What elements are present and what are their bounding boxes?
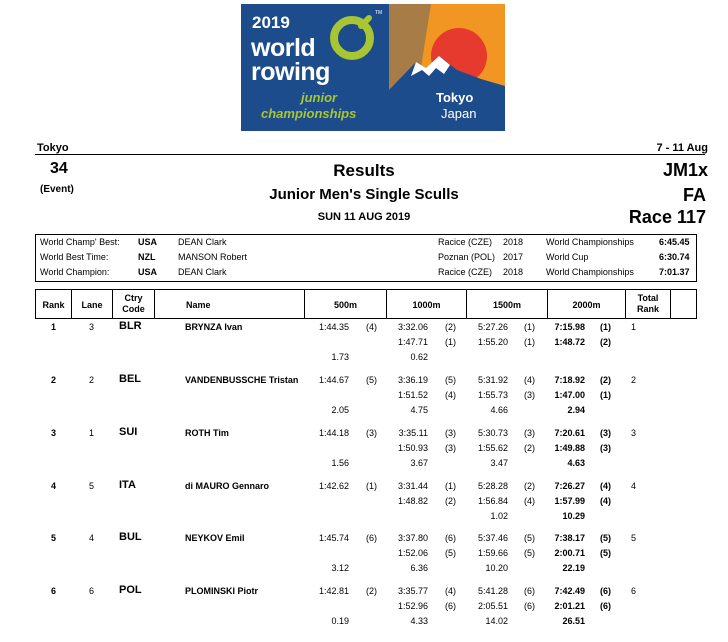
race-date: SUN 11 AUG 2019: [317, 211, 411, 223]
record-label: World Champ' Best:: [40, 237, 120, 247]
split-500-gap: 3.12: [331, 563, 349, 573]
split-2000-interval-rank: (2): [600, 337, 611, 347]
split-1500-rank: (2): [524, 481, 535, 491]
split-1000-interval-rank: (2): [445, 496, 456, 506]
split-500-rank: (3): [366, 428, 377, 438]
split-2000-time: 7:20.61: [554, 428, 585, 438]
athlete-name: di MAURO Gennaro: [185, 481, 270, 491]
split-2000-interval: 2:01.21: [554, 601, 585, 611]
split-1000-interval-rank: (4): [445, 390, 456, 400]
split-2000-interval-rank: (3): [600, 443, 611, 453]
rank: 6: [51, 586, 57, 596]
split-1500-rank: (5): [524, 533, 535, 543]
split-1500-time: 5:31.92: [477, 375, 508, 385]
split-1000-rank: (1): [445, 481, 456, 491]
split-1500-time: 5:37.46: [477, 533, 508, 543]
split-1500-interval: 1:55.73: [477, 390, 508, 400]
split-2000-time: 7:15.98: [554, 322, 585, 332]
event-number: 34: [50, 160, 68, 177]
split-1000-interval: 1:48.82: [397, 496, 428, 506]
country-code: POL: [119, 584, 142, 596]
split-500-time: 1:45.74: [318, 533, 349, 543]
split-1500-interval-rank: (3): [524, 390, 535, 400]
record-name: MANSON Robert: [178, 252, 248, 262]
split-1000-time: 3:36.19: [397, 375, 428, 385]
split-1000-interval: 1:51.52: [397, 390, 428, 400]
col-500m: 500m: [333, 300, 358, 310]
page-title: Results: [333, 161, 395, 180]
split-1000-interval-rank: (1): [445, 337, 456, 347]
split-1500-rank: (6): [524, 586, 535, 596]
record-time: 7:01.37: [659, 267, 690, 277]
split-1500-gap: 1.02: [490, 511, 508, 521]
results-table-header: [35, 289, 697, 319]
split-2000-time: 7:42.49: [554, 586, 585, 596]
split-500-gap: 1.56: [331, 458, 349, 468]
split-2000-rank: (3): [600, 428, 611, 438]
event-dates: 7 - 11 Aug: [656, 142, 708, 154]
result-row: [35, 479, 697, 531]
split-2000-interval: 1:48.72: [554, 337, 585, 347]
split-2000-rank: (5): [600, 533, 611, 543]
split-1000-interval-rank: (3): [445, 443, 456, 453]
logo-championships: championships: [261, 106, 357, 121]
record-ctry: USA: [138, 237, 158, 247]
final-code: FA: [682, 185, 706, 205]
lane: 6: [89, 586, 95, 596]
split-2000-interval: 1:57.99: [554, 496, 585, 506]
col-1500m: 1500m: [492, 300, 522, 310]
athlete-name: NEYKOV Emil: [185, 533, 245, 543]
split-1500-interval-rank: (5): [524, 548, 535, 558]
athlete-name: PLOMINSKI Piotr: [185, 586, 259, 596]
logo-word-world: world: [251, 34, 316, 62]
record-ctry: NZL: [138, 252, 156, 262]
split-1000-time: 3:35.77: [397, 586, 428, 596]
split-2000-interval: 1:47.00: [554, 390, 585, 400]
split-500-gap: 2.05: [331, 405, 349, 415]
split-1000-rank: (3): [445, 428, 456, 438]
split-2000-interval-rank: (5): [600, 548, 611, 558]
record-place: Racice (CZE): [438, 237, 493, 247]
lane: 1: [89, 428, 95, 438]
rank: 3: [51, 428, 57, 438]
event-subtitle: Junior Men's Single Sculls: [269, 186, 459, 203]
record-year: 2017: [503, 252, 524, 262]
split-1500-time: 5:27.26: [477, 322, 508, 332]
split-2000-rank: (1): [600, 322, 611, 332]
logo-year: 2019: [252, 13, 290, 32]
col-2000m: 2000m: [572, 300, 601, 310]
result-row: [35, 531, 697, 583]
event-logo: [241, 4, 505, 131]
record-name: DEAN Clark: [178, 237, 227, 247]
split-1000-interval: 1:52.06: [397, 548, 428, 558]
split-500-gap: 1.73: [331, 352, 349, 362]
split-1000-gap: 3.67: [410, 458, 428, 468]
split-2000-gap: 2.94: [567, 405, 585, 415]
split-500-time: 1:44.35: [318, 322, 349, 332]
split-500-rank: (5): [366, 375, 377, 385]
split-1000-rank: (4): [445, 586, 456, 596]
split-1000-rank: (5): [445, 375, 456, 385]
split-2000-gap: 26.51: [562, 616, 585, 626]
location: Tokyo: [37, 142, 69, 154]
rank: 4: [51, 481, 57, 491]
split-1500-time: 5:30.73: [477, 428, 508, 438]
result-row: [35, 426, 697, 478]
split-2000-time: 7:18.92: [554, 375, 585, 385]
country-code: BUL: [119, 531, 142, 543]
split-1000-time: 3:35.11: [398, 428, 428, 438]
split-1500-gap: 10.20: [485, 563, 508, 573]
split-1500-interval-rank: (6): [524, 601, 535, 611]
result-row: [35, 373, 697, 425]
records-box: [35, 234, 697, 282]
split-1500-gap: 3.47: [490, 458, 508, 468]
record-competition: World Cup: [546, 252, 589, 262]
split-1500-interval-rank: (4): [524, 496, 535, 506]
split-2000-rank: (6): [600, 586, 611, 596]
split-1000-rank: (6): [445, 533, 456, 543]
record-time: 6:45.45: [659, 237, 690, 247]
split-500-time: 1:42.62: [318, 481, 349, 491]
total-rank: 2: [631, 375, 637, 385]
rank: 5: [51, 533, 57, 543]
split-500-rank: (1): [366, 481, 377, 491]
split-1500-interval: 2:05.51: [477, 601, 508, 611]
col-ctry: Ctry: [124, 293, 143, 303]
col-rank: Rank: [42, 300, 65, 310]
split-500-time: 1:42.81: [318, 586, 349, 596]
result-row: [35, 320, 697, 372]
record-place: Racice (CZE): [438, 267, 493, 277]
split-1000-rank: (2): [445, 322, 456, 332]
rank: 1: [51, 322, 57, 332]
split-1500-interval: 1:55.62: [477, 443, 508, 453]
record-row: [36, 235, 696, 250]
split-2000-interval-rank: (6): [600, 601, 611, 611]
split-1000-gap: 0.62: [410, 352, 428, 362]
col-total-rank: Rank: [636, 304, 659, 314]
split-2000-time: 7:26.27: [554, 481, 585, 491]
lane: 3: [89, 322, 95, 332]
col-name: Name: [186, 300, 211, 310]
lane: 5: [89, 481, 95, 491]
split-2000-gap: 22.19: [562, 563, 585, 573]
split-2000-rank: (2): [600, 375, 611, 385]
country-code: BLR: [119, 320, 142, 332]
split-1000-interval-rank: (6): [445, 601, 456, 611]
logo-trademark: TM: [375, 10, 383, 16]
split-500-rank: (2): [366, 586, 377, 596]
total-rank: 4: [631, 481, 637, 491]
logo-city: Tokyo: [436, 90, 474, 105]
split-1000-time: 3:37.80: [397, 533, 428, 543]
split-2000-gap: 4.63: [567, 458, 585, 468]
total-rank: 5: [631, 533, 637, 543]
split-1500-interval: 1:56.84: [477, 496, 508, 506]
split-500-gap: 0.19: [331, 616, 349, 626]
split-500-rank: (6): [366, 533, 377, 543]
athlete-name: VANDENBUSSCHE Tristan: [185, 375, 299, 385]
country-code: BEL: [119, 373, 141, 385]
split-1000-interval: 1:47.71: [397, 337, 428, 347]
lane: 4: [89, 533, 95, 543]
split-1000-gap: 4.33: [410, 616, 428, 626]
event-label: (Event): [40, 184, 74, 195]
record-competition: World Championships: [546, 237, 634, 247]
split-2000-interval-rank: (4): [600, 496, 611, 506]
col-code: Code: [122, 304, 145, 314]
result-row: [35, 584, 697, 636]
logo-junior: junior: [301, 90, 338, 105]
split-500-time: 1:44.18: [318, 428, 349, 438]
split-2000-interval: 2:00.71: [554, 548, 585, 558]
country-code: ITA: [119, 479, 136, 491]
split-1500-gap: 4.66: [490, 405, 508, 415]
col-lane: Lane: [81, 300, 103, 310]
split-1000-interval: 1:52.96: [397, 601, 428, 611]
split-2000-rank: (4): [600, 481, 611, 491]
split-1000-interval: 1:50.93: [397, 443, 428, 453]
split-1500-interval: 1:59.66: [477, 548, 508, 558]
record-year: 2018: [503, 237, 524, 247]
split-1000-interval-rank: (5): [445, 548, 456, 558]
country-code: SUI: [119, 426, 138, 438]
record-row: [36, 265, 696, 280]
record-year: 2018: [503, 267, 524, 277]
split-1500-interval: 1:55.20: [477, 337, 508, 347]
record-place: Poznan (POL): [438, 252, 496, 262]
split-2000-interval: 1:49.88: [554, 443, 585, 453]
total-rank: 3: [631, 428, 637, 438]
split-1500-time: 5:41.28: [477, 586, 508, 596]
split-1000-time: 3:31.44: [397, 481, 428, 491]
col-total: Total: [637, 293, 659, 303]
lane: 2: [89, 375, 95, 385]
header-rule: [35, 154, 705, 155]
split-1500-interval-rank: (1): [524, 337, 535, 347]
split-1500-rank: (3): [524, 428, 535, 438]
record-row: [36, 250, 696, 265]
split-1500-rank: (1): [524, 322, 535, 332]
split-500-time: 1:44.67: [318, 375, 349, 385]
split-1000-gap: 4.75: [410, 405, 428, 415]
split-2000-interval-rank: (1): [600, 390, 611, 400]
split-2000-time: 7:38.17: [554, 533, 585, 543]
record-time: 6:30.74: [659, 252, 690, 262]
logo-country: Japan: [441, 106, 477, 121]
split-2000-gap: 10.29: [562, 511, 585, 521]
race-number: Race 117: [628, 207, 706, 227]
record-ctry: USA: [138, 267, 158, 277]
split-1500-time: 5:28.28: [477, 481, 508, 491]
rank: 2: [51, 375, 57, 385]
total-rank: 1: [631, 322, 637, 332]
record-name: DEAN Clark: [178, 267, 227, 277]
split-1000-gap: 6.36: [410, 563, 428, 573]
record-label: World Champion:: [40, 267, 110, 277]
split-1500-interval-rank: (2): [524, 443, 535, 453]
split-1000-time: 3:32.06: [397, 322, 428, 332]
col-1000m: 1000m: [412, 300, 441, 310]
total-rank: 6: [631, 586, 637, 596]
athlete-name: BRYNZA Ivan: [185, 322, 243, 332]
split-1500-rank: (4): [524, 375, 535, 385]
event-code: JM1x: [662, 160, 708, 180]
logo-word-rowing: rowing: [251, 58, 330, 86]
record-competition: World Championships: [546, 267, 634, 277]
athlete-name: ROTH Tim: [185, 428, 229, 438]
split-1500-gap: 14.02: [485, 616, 508, 626]
record-label: World Best Time:: [40, 252, 109, 262]
split-500-rank: (4): [366, 322, 377, 332]
